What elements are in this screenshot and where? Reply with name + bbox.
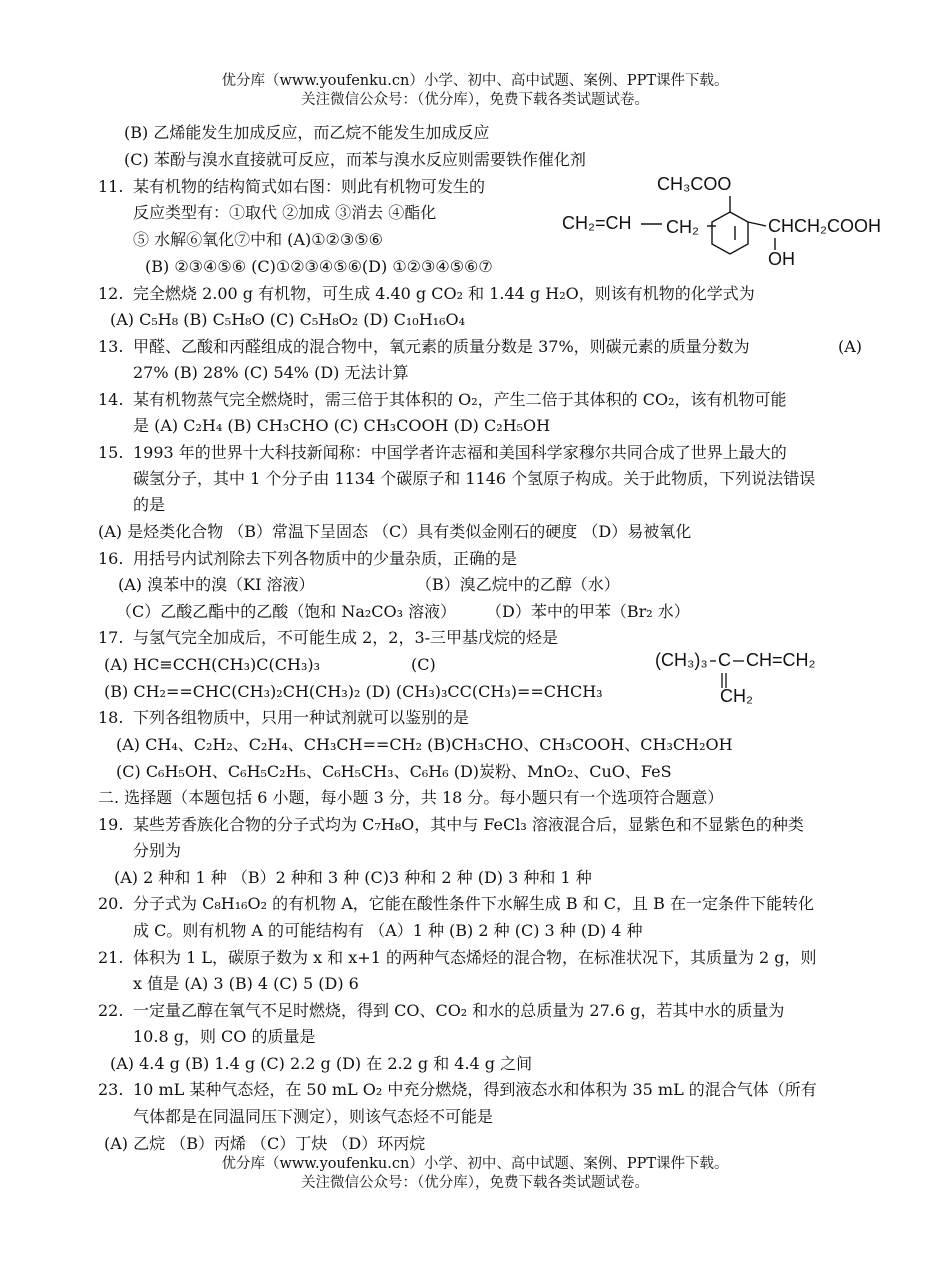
q13-line-2: 27% (B) 28% (C) 54% (D) 无法计算 bbox=[133, 363, 409, 382]
q22-line-2: 10.8 g，则 CO 的质量是 bbox=[133, 1027, 316, 1046]
q20-line-1: 分子式为 C₈H₁₆O₂ 的有机物 A，它能在酸性条件下水解生成 B 和 C，且 B 在一定条件下能转化 bbox=[133, 894, 814, 913]
q18-options-ab: (A) CH₄、C₂H₂、C₂H₄、CH₃CH==CH₂ (B)CH₃CHO、CH₃COOH、CH₃CH₂OH bbox=[116, 735, 733, 754]
q16-option-b: （B）溴乙烷中的乙醇（水） bbox=[416, 575, 620, 594]
q11-number: 11. bbox=[98, 177, 124, 196]
q16-text: 用括号内试剂除去下列各物质中的少量杂质，正确的是 bbox=[133, 549, 518, 568]
q17-option-c-label: (C) bbox=[411, 655, 436, 674]
q17-struct-bottom: CH₂ bbox=[720, 686, 753, 706]
q17-text: 与氢气完全加成后，不可能生成 2，2，3-三甲基戊烷的烃是 bbox=[133, 628, 559, 647]
q16-option-d: （D）苯中的甲苯（Br₂ 水） bbox=[486, 602, 690, 621]
page-footer bbox=[0, 1155, 950, 1193]
header-line-2: 关注微信公众号：（优分库），免费下载各类试题试卷。 bbox=[301, 92, 649, 108]
q23-number: 23. bbox=[98, 1080, 124, 1099]
header-line-1: 优分库（www.youfenku.cn）小学、初中、高中试题、案例、PPT课件下载。 bbox=[221, 73, 729, 89]
q16-number: 16. bbox=[98, 549, 124, 568]
q16-option-c: （C）乙酸乙酯中的乙酸（饱和 Na₂CO₃ 溶液） bbox=[116, 602, 457, 621]
q13-number: 13. bbox=[98, 337, 124, 356]
q23-line-1: 10 mL 某种气态烃，在 50 mL O₂ 中充分燃烧，得到液态水和体积为 35 mL 的混合气体（所有 bbox=[133, 1080, 817, 1099]
q17-struct-left: (CH₃)₃ bbox=[655, 650, 708, 670]
q11-line-2: 反应类型有：①取代 ②加成 ③消去 ④酯化 bbox=[133, 203, 437, 222]
q11-struct-bottom: OH bbox=[768, 249, 795, 269]
q18-text: 下列各组物质中，只用一种试剂就可以鉴别的是 bbox=[133, 708, 470, 727]
q15-line-1: 1993 年的世界十大科技新闻称：中国学者许志福和美国科学家穆尔共同合成了世界上最大的 bbox=[133, 443, 787, 462]
q16-option-a: (A) 溴苯中的溴（KI 溶液） bbox=[118, 575, 315, 594]
q13-line-1: 甲醛、乙酸和丙醛组成的混合物中，氧元素的质量分数是 37%，则碳元素的质量分数为 bbox=[133, 337, 750, 356]
q12-text: 完全燃烧 2.00 g 有机物，可生成 4.40 g CO₂ 和 1.44 g H₂O，则该有机物的化学式为 bbox=[133, 284, 755, 303]
q14-number: 14. bbox=[98, 390, 124, 409]
q22-number: 22. bbox=[98, 1001, 124, 1020]
q15-line-2: 碳氢分子，其中 1 个分子由 1134 个碳原子和 1146 个氢原子构成。关于此物质，下列说法错误 bbox=[133, 469, 816, 488]
q12-number: 12. bbox=[98, 284, 124, 303]
q19-options: (A) 2 种和 1 种 （B）2 种和 3 种 (C)3 种和 2 种 (D) 3 种和 1 种 bbox=[114, 868, 592, 887]
q11-struct-ch2: CH₂ bbox=[666, 217, 699, 237]
q14-line-1: 某有机物蒸气完全燃烧时，需三倍于其体积的 O₂，产生二倍于其体积的 CO₂，该有机物可能 bbox=[133, 390, 787, 409]
q17-option-a: (A) HC≡CCH(CH₃)C(CH₃)₃ bbox=[104, 655, 321, 674]
q23-line-2: 气体都是在同温同压下测定），则该气态烃不可能是 bbox=[133, 1107, 494, 1126]
q14-line-2: 是 (A) C₂H₄ (B) CH₃CHO (C) CH₃COOH (D) C₂H₅OH bbox=[133, 416, 551, 435]
q13-option-a-label: (A) bbox=[838, 337, 863, 356]
q19-line-1: 某些芳香族化合物的分子式均为 C₇H₈O，其中与 FeCl₃ 溶液混合后，显紫色和不显紫色的种类 bbox=[133, 815, 804, 834]
section-2-heading: 二. 选择题（本题包括 6 小题，每小题 3 分，共 18 分。每小题只有一个选项符合题意） bbox=[98, 788, 724, 807]
q11-struct-left: CH₂=CH bbox=[562, 213, 632, 233]
footer-line-1: 优分库（www.youfenku.cn）小学、初中、高中试题、案例、PPT课件下载。 bbox=[221, 1156, 729, 1172]
q11-line-3: ⑤ 水解⑥氧化⑦中和 (A)①②③⑤⑥ bbox=[133, 230, 383, 249]
q21-line-2: x 值是 (A) 3 (B) 4 (C) 5 (D) 6 bbox=[133, 974, 359, 993]
q17-number: 17. bbox=[98, 628, 124, 647]
footer-line-2: 关注微信公众号：（优分库），免费下载各类试题试卷。 bbox=[301, 1175, 649, 1191]
q17-struct-center: C bbox=[718, 650, 731, 670]
q22-line-1: 一定量乙醇在氧气不足时燃烧，得到 CO、CO₂ 和水的总质量为 27.6 g，若其中水的质量为 bbox=[133, 1001, 785, 1020]
q10-option-c: (C) 苯酚与溴水直接就可反应，而苯与溴水反应则需要铁作催化剂 bbox=[124, 150, 586, 169]
q21-number: 21. bbox=[98, 948, 124, 967]
q11-struct-top: CH₃COO bbox=[657, 174, 732, 194]
q20-number: 20. bbox=[98, 894, 124, 913]
q17-struct-right: CH=CH₂ bbox=[746, 650, 816, 670]
q19-line-2: 分别为 bbox=[133, 841, 182, 860]
q11-line-1: 某有机物的结构简式如右图：则此有机物可发生的 bbox=[133, 177, 486, 196]
q22-options: (A) 4.4 g (B) 1.4 g (C) 2.2 g (D) 在 2.2 g 和 4.4 g 之间 bbox=[110, 1054, 533, 1073]
q23-options: (A) 乙烷 （B）丙烯 （C）丁炔 （D）环丙烷 bbox=[104, 1134, 426, 1153]
q19-number: 19. bbox=[98, 815, 124, 834]
q20-line-2: 成 C。则有机物 A 的可能结构有 （A）1 种 (B) 2 种 (C) 3 种 (D) 4 种 bbox=[133, 921, 643, 940]
q11-line-4: (B) ②③④⑤⑥ (C)①②③④⑤⑥(D) ①②③④⑤⑥⑦ bbox=[145, 257, 493, 276]
q17-options-bd: (B) CH₂==CHC(CH₃)₂CH(CH₃)₂ (D) (CH₃)₃CC(CH₃)==CHCH₃ bbox=[104, 682, 603, 701]
q15-number: 15. bbox=[98, 443, 124, 462]
q12-options: (A) C₅H₈ (B) C₅H₈O (C) C₅H₈O₂ (D) C₁₀H₁₆O₄ bbox=[110, 310, 466, 329]
q11-struct-right: CHCH₂COOH bbox=[768, 216, 881, 236]
q15-options: (A) 是烃类化合物 （B）常温下呈固态 （C）具有类似金刚石的硬度 （D）易被氧化 bbox=[98, 522, 692, 541]
q21-line-1: 体积为 1 L，碳原子数为 x 和 x+1 的两种气态烯烃的混合物，在标准状况下，其质量为 2 g，则 bbox=[133, 948, 817, 967]
q15-line-3: 的是 bbox=[133, 495, 166, 514]
q18-number: 18. bbox=[98, 708, 124, 727]
q10-option-b: (B) 乙烯能发生加成反应，而乙烷不能发生加成反应 bbox=[124, 123, 490, 142]
q18-options-cd: (C) C₆H₅OH、C₆H₅C₂H₅、C₆H₅CH₃、C₆H₆ (D)炭粉、MnO₂、CuO、FeS bbox=[116, 762, 672, 781]
